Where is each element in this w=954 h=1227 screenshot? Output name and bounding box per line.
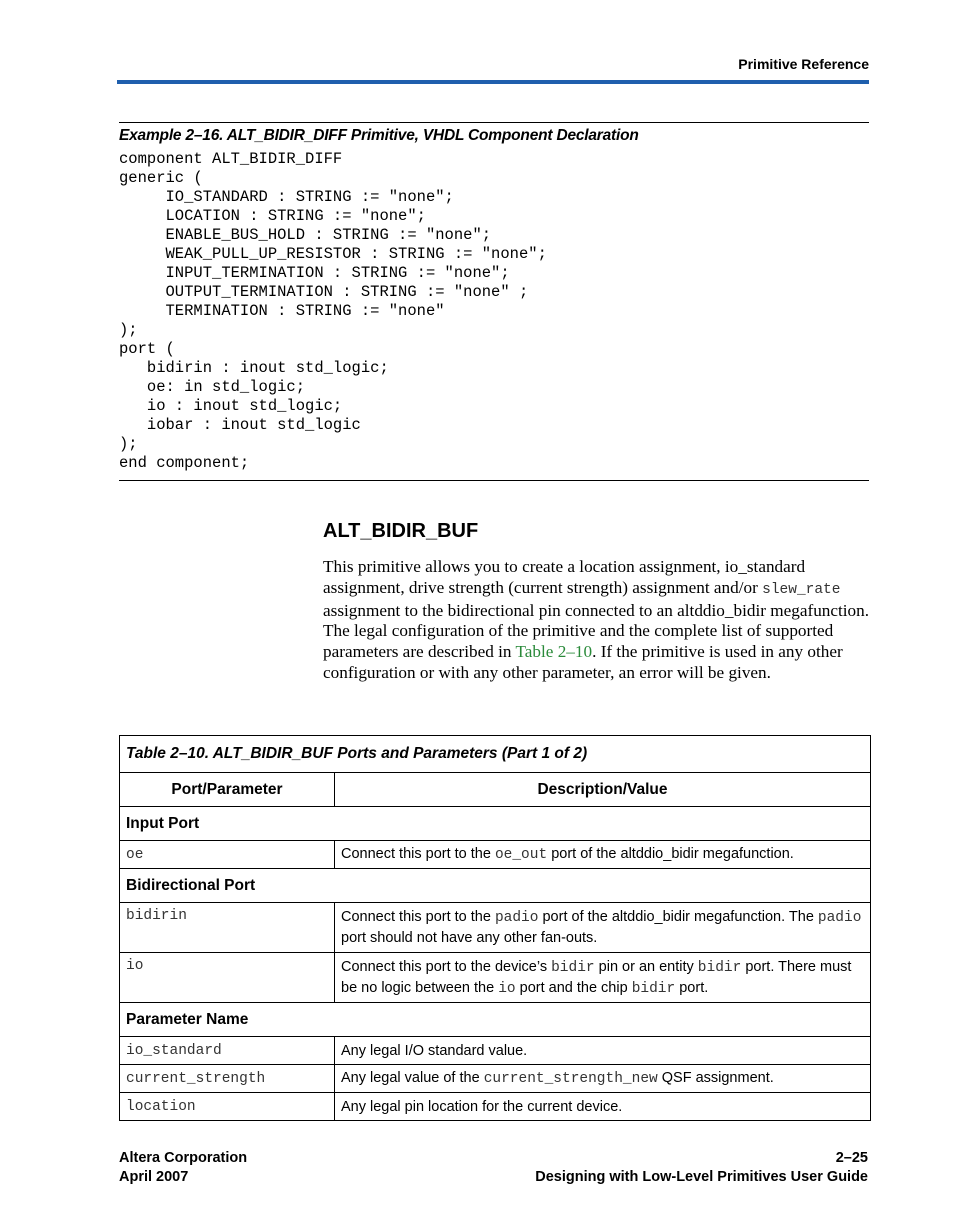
- group-bidirectional-port: Bidirectional Port: [120, 869, 871, 903]
- desc-text: Connect this port to the: [341, 909, 495, 925]
- running-header: Primitive Reference: [738, 56, 869, 72]
- footer-date: April 2007: [119, 1169, 189, 1185]
- table-link[interactable]: Table 2–10: [515, 642, 593, 662]
- desc-code: current_strength_new: [483, 1071, 658, 1087]
- parameter-name: io_standard: [120, 1037, 335, 1065]
- desc-code: padio: [494, 910, 539, 926]
- column-header-port: Port/Parameter: [120, 773, 335, 807]
- example-title: Example 2–16. ALT_BIDIR_DIFF Primitive, VHDL Component Declaration: [119, 127, 639, 144]
- parameter-description: [335, 1065, 871, 1093]
- parameter-name: current_strength: [120, 1065, 335, 1093]
- desc-text: port of the altddio_bidir megafunction.: [547, 846, 794, 862]
- desc-code: padio: [817, 910, 862, 926]
- desc-text: Connect this port to the device’s: [341, 958, 552, 975]
- table-row: [120, 903, 871, 953]
- parameter-description: Any legal I/O standard value.: [335, 1037, 871, 1065]
- group-parameter-name: Parameter Name: [120, 1003, 871, 1037]
- example-bottom-rule: [119, 480, 869, 481]
- header-rule: [117, 80, 869, 84]
- section-heading: ALT_BIDIR_BUF: [323, 520, 479, 542]
- desc-text: Connect this port to the: [341, 846, 495, 862]
- section-paragraph: [323, 557, 871, 684]
- parameter-name: location: [120, 1093, 335, 1121]
- table-caption: Table 2–10. ALT_BIDIR_BUF Ports and Parameters (Part 1 of 2): [120, 736, 871, 773]
- desc-text: port. There must be no logic between the: [341, 958, 852, 996]
- desc-text: QSF assignment.: [657, 1070, 774, 1086]
- group-input-port: Input Port: [120, 807, 871, 841]
- table-row: [120, 953, 871, 1003]
- table-row: [120, 1037, 871, 1065]
- para-text-3: . If the primitive is used in any other configuration or with any other parameter, an error will be given.: [323, 642, 843, 682]
- para-code: slew_rate: [762, 581, 841, 598]
- table-row: [120, 841, 871, 869]
- desc-text: Any legal value of the: [341, 1070, 484, 1086]
- port-name: io: [120, 953, 335, 1003]
- column-header-description: Description/Value: [335, 773, 871, 807]
- desc-text: port of the altddio_bidir megafunction. The: [538, 909, 818, 925]
- footer-company: Altera Corporation: [119, 1150, 248, 1166]
- footer-guide-title: Designing with Low-Level Primitives User Guide: [535, 1169, 868, 1185]
- table-row: [120, 1093, 871, 1121]
- desc-text: pin or an entity: [594, 958, 698, 975]
- port-description: [335, 903, 871, 953]
- example-top-rule: [119, 122, 869, 123]
- port-name: bidirin: [120, 903, 335, 953]
- para-text-1: This primitive allows you to create a location assignment, io_standard assignment, drive strength (current strength) assignment and/or: [323, 557, 806, 597]
- footer-page-number: 2–25: [835, 1150, 868, 1166]
- table-row: [120, 1065, 871, 1093]
- desc-text: port.: [675, 979, 709, 996]
- para-text-2: assignment to the bidirectional pin connected to an altddio_bidir megafunction. The legal configuration of the primitive and the complete list of supported parameters are described in: [323, 600, 870, 662]
- parameter-description: Any legal pin location for the current device.: [335, 1093, 871, 1121]
- port-description: [335, 953, 871, 1003]
- ports-parameters-table: [119, 735, 871, 1121]
- desc-text: port should not have any other fan-outs.: [341, 930, 598, 946]
- desc-code: oe_out: [494, 847, 548, 863]
- desc-code: bidir: [697, 959, 742, 976]
- desc-code: bidir: [631, 980, 676, 997]
- desc-text: port and the chip: [515, 979, 632, 996]
- vhdl-code-block: component ALT_BIDIR_DIFF generic ( IO_STANDARD : STRING := "none"; LOCATION : STRING := "none"; ENABLE_BUS_HOLD : STRING := "none"; WEAK_PULL_UP_RESISTOR : STRING := "none"; INPUT_TERMINATION : STRING := "none"; OUTPUT_TERMINATION : STRING := "none" ; TERMINATION : STRING := "none" ); port ( bidirin : inout std_logic; oe: in std_logic; io : inout std_logic; iobar : inout std_logic ); end component;: [119, 150, 547, 472]
- desc-code: io: [498, 980, 516, 997]
- port-name: oe: [120, 841, 335, 869]
- desc-code: bidir: [551, 959, 595, 976]
- port-description: [335, 841, 871, 869]
